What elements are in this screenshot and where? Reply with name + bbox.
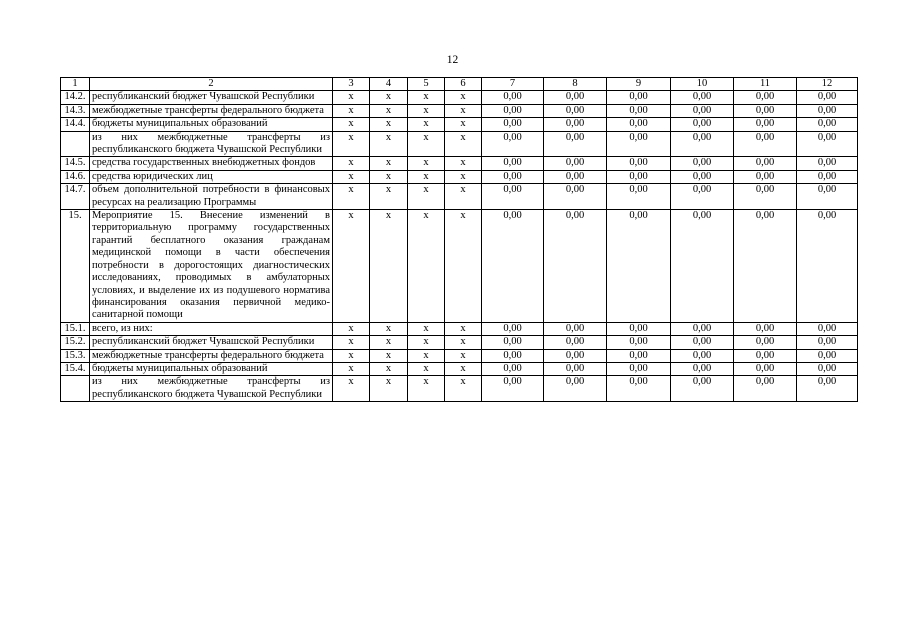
mark-cell: x <box>445 118 482 131</box>
table-row <box>61 184 858 210</box>
value-cell: 0,00 <box>544 157 607 170</box>
value-cell: 0,00 <box>797 336 858 349</box>
value-cell: 0,00 <box>607 376 671 402</box>
table-row <box>61 157 858 170</box>
value-cell: 0,00 <box>797 210 858 323</box>
value-cell: 0,00 <box>734 336 797 349</box>
mark-cell: x <box>408 362 445 375</box>
mark-cell: x <box>445 91 482 104</box>
value-cell: 0,00 <box>734 91 797 104</box>
value-cell: 0,00 <box>797 104 858 117</box>
mark-cell: x <box>408 376 445 402</box>
row-description: из них межбюджетные трансферты из республиканского бюджета Чувашской Республики <box>90 131 333 157</box>
value-cell: 0,00 <box>544 322 607 335</box>
table-row <box>61 91 858 104</box>
row-number: 14.5. <box>61 157 90 170</box>
value-cell: 0,00 <box>544 210 607 323</box>
mark-cell: x <box>408 157 445 170</box>
value-cell: 0,00 <box>544 91 607 104</box>
value-cell: 0,00 <box>607 349 671 362</box>
row-description: бюджеты муниципальных образований <box>90 118 333 131</box>
row-number: 15.3. <box>61 349 90 362</box>
value-cell: 0,00 <box>544 131 607 157</box>
table-row <box>61 362 858 375</box>
value-cell: 0,00 <box>671 131 734 157</box>
row-description: объем дополнительной потребности в финансовых ресурсах на реализацию Программы <box>90 184 333 210</box>
table-row <box>61 170 858 183</box>
value-cell: 0,00 <box>734 157 797 170</box>
mark-cell: x <box>445 322 482 335</box>
value-cell: 0,00 <box>482 376 544 402</box>
value-cell: 0,00 <box>734 104 797 117</box>
value-cell: 0,00 <box>482 170 544 183</box>
mark-cell: x <box>370 157 408 170</box>
mark-cell: x <box>333 91 370 104</box>
table-body <box>61 91 858 402</box>
row-number: 14.4. <box>61 118 90 131</box>
mark-cell: x <box>445 349 482 362</box>
mark-cell: x <box>333 322 370 335</box>
col-header: 5 <box>408 78 445 91</box>
row-number <box>61 376 90 402</box>
table-row <box>61 131 858 157</box>
value-cell: 0,00 <box>797 322 858 335</box>
value-cell: 0,00 <box>797 118 858 131</box>
mark-cell: x <box>408 349 445 362</box>
row-description: средства государственных внебюджетных фондов <box>90 157 333 170</box>
mark-cell: x <box>445 336 482 349</box>
mark-cell: x <box>445 131 482 157</box>
row-description: межбюджетные трансферты федерального бюджета <box>90 104 333 117</box>
value-cell: 0,00 <box>797 362 858 375</box>
value-cell: 0,00 <box>482 210 544 323</box>
value-cell: 0,00 <box>544 170 607 183</box>
value-cell: 0,00 <box>482 118 544 131</box>
col-header: 9 <box>607 78 671 91</box>
value-cell: 0,00 <box>482 349 544 362</box>
value-cell: 0,00 <box>734 376 797 402</box>
value-cell: 0,00 <box>607 170 671 183</box>
value-cell: 0,00 <box>607 131 671 157</box>
value-cell: 0,00 <box>671 157 734 170</box>
value-cell: 0,00 <box>671 184 734 210</box>
mark-cell: x <box>370 170 408 183</box>
mark-cell: x <box>370 322 408 335</box>
value-cell: 0,00 <box>607 104 671 117</box>
row-number: 14.3. <box>61 104 90 117</box>
value-cell: 0,00 <box>482 91 544 104</box>
header-row <box>61 78 858 91</box>
value-cell: 0,00 <box>671 362 734 375</box>
mark-cell: x <box>370 184 408 210</box>
value-cell: 0,00 <box>607 157 671 170</box>
value-cell: 0,00 <box>734 210 797 323</box>
mark-cell: x <box>370 118 408 131</box>
col-header: 12 <box>797 78 858 91</box>
value-cell: 0,00 <box>544 104 607 117</box>
col-header: 7 <box>482 78 544 91</box>
mark-cell: x <box>333 131 370 157</box>
mark-cell: x <box>333 157 370 170</box>
value-cell: 0,00 <box>482 104 544 117</box>
value-cell: 0,00 <box>734 118 797 131</box>
value-cell: 0,00 <box>797 349 858 362</box>
mark-cell: x <box>408 131 445 157</box>
mark-cell: x <box>445 362 482 375</box>
row-number: 15. <box>61 210 90 323</box>
mark-cell: x <box>333 349 370 362</box>
mark-cell: x <box>445 157 482 170</box>
table-row <box>61 118 858 131</box>
table-row <box>61 322 858 335</box>
value-cell: 0,00 <box>671 210 734 323</box>
value-cell: 0,00 <box>544 184 607 210</box>
row-description: межбюджетные трансферты федерального бюджета <box>90 349 333 362</box>
mark-cell: x <box>370 91 408 104</box>
mark-cell: x <box>333 170 370 183</box>
mark-cell: x <box>370 362 408 375</box>
row-number: 15.1. <box>61 322 90 335</box>
value-cell: 0,00 <box>797 91 858 104</box>
value-cell: 0,00 <box>544 336 607 349</box>
table-row <box>61 104 858 117</box>
row-description: Мероприятие 15. Внесение изменений в территориальную программу государственных гарантий бесплатного оказания гражданам медицинской помощи в части обеспечения потребности в дорогостоящих диагностических исследованиях, проводимых в амбулаторных условиях, и выделение их из подушевого норматива финансирования оказания первичной медико-санитарной помощи <box>90 210 333 323</box>
mark-cell: x <box>408 170 445 183</box>
mark-cell: x <box>408 118 445 131</box>
col-header: 1 <box>61 78 90 91</box>
value-cell: 0,00 <box>797 131 858 157</box>
mark-cell: x <box>370 376 408 402</box>
row-number: 14.7. <box>61 184 90 210</box>
value-cell: 0,00 <box>544 118 607 131</box>
value-cell: 0,00 <box>607 210 671 323</box>
page-number: 12 <box>446 54 459 66</box>
value-cell: 0,00 <box>797 184 858 210</box>
row-number <box>61 131 90 157</box>
value-cell: 0,00 <box>482 322 544 335</box>
mark-cell: x <box>408 184 445 210</box>
col-header: 8 <box>544 78 607 91</box>
row-number: 15.2. <box>61 336 90 349</box>
row-description: средства юридических лиц <box>90 170 333 183</box>
value-cell: 0,00 <box>482 184 544 210</box>
value-cell: 0,00 <box>734 170 797 183</box>
mark-cell: x <box>333 376 370 402</box>
mark-cell: x <box>333 118 370 131</box>
row-description: бюджеты муниципальных образований <box>90 362 333 375</box>
mark-cell: x <box>333 104 370 117</box>
value-cell: 0,00 <box>482 336 544 349</box>
mark-cell: x <box>445 210 482 323</box>
value-cell: 0,00 <box>544 376 607 402</box>
mark-cell: x <box>408 336 445 349</box>
mark-cell: x <box>370 131 408 157</box>
value-cell: 0,00 <box>797 170 858 183</box>
mark-cell: x <box>445 184 482 210</box>
mark-cell: x <box>333 184 370 210</box>
value-cell: 0,00 <box>607 91 671 104</box>
value-cell: 0,00 <box>607 336 671 349</box>
value-cell: 0,00 <box>797 157 858 170</box>
value-cell: 0,00 <box>671 322 734 335</box>
value-cell: 0,00 <box>482 131 544 157</box>
value-cell: 0,00 <box>671 91 734 104</box>
mark-cell: x <box>445 170 482 183</box>
col-header: 11 <box>734 78 797 91</box>
mark-cell: x <box>370 104 408 117</box>
value-cell: 0,00 <box>482 157 544 170</box>
value-cell: 0,00 <box>671 170 734 183</box>
table-row <box>61 376 858 402</box>
mark-cell: x <box>445 104 482 117</box>
col-header: 3 <box>333 78 370 91</box>
value-cell: 0,00 <box>607 362 671 375</box>
mark-cell: x <box>370 349 408 362</box>
mark-cell: x <box>333 336 370 349</box>
value-cell: 0,00 <box>607 184 671 210</box>
row-description: республиканский бюджет Чувашской Республики <box>90 336 333 349</box>
col-header: 10 <box>671 78 734 91</box>
table-row <box>61 349 858 362</box>
col-header: 2 <box>90 78 333 91</box>
row-number: 15.4. <box>61 362 90 375</box>
value-cell: 0,00 <box>671 349 734 362</box>
col-header: 4 <box>370 78 408 91</box>
value-cell: 0,00 <box>482 362 544 375</box>
mark-cell: x <box>408 322 445 335</box>
table-row <box>61 336 858 349</box>
value-cell: 0,00 <box>734 349 797 362</box>
mark-cell: x <box>408 210 445 323</box>
row-description: всего, из них: <box>90 322 333 335</box>
col-header: 6 <box>445 78 482 91</box>
row-number: 14.2. <box>61 91 90 104</box>
value-cell: 0,00 <box>544 362 607 375</box>
mark-cell: x <box>408 104 445 117</box>
mark-cell: x <box>370 210 408 323</box>
value-cell: 0,00 <box>544 349 607 362</box>
value-cell: 0,00 <box>734 362 797 375</box>
mark-cell: x <box>370 336 408 349</box>
row-description: республиканский бюджет Чувашской Республики <box>90 91 333 104</box>
mark-cell: x <box>445 376 482 402</box>
mark-cell: x <box>333 362 370 375</box>
mark-cell: x <box>333 210 370 323</box>
row-description: из них межбюджетные трансферты из республиканского бюджета Чувашской Республики <box>90 376 333 402</box>
value-cell: 0,00 <box>797 376 858 402</box>
value-cell: 0,00 <box>607 322 671 335</box>
value-cell: 0,00 <box>734 131 797 157</box>
value-cell: 0,00 <box>671 336 734 349</box>
budget-table <box>60 77 858 402</box>
value-cell: 0,00 <box>607 118 671 131</box>
mark-cell: x <box>408 91 445 104</box>
value-cell: 0,00 <box>734 322 797 335</box>
value-cell: 0,00 <box>671 118 734 131</box>
row-number: 14.6. <box>61 170 90 183</box>
table-row <box>61 210 858 323</box>
value-cell: 0,00 <box>734 184 797 210</box>
value-cell: 0,00 <box>671 376 734 402</box>
value-cell: 0,00 <box>671 104 734 117</box>
